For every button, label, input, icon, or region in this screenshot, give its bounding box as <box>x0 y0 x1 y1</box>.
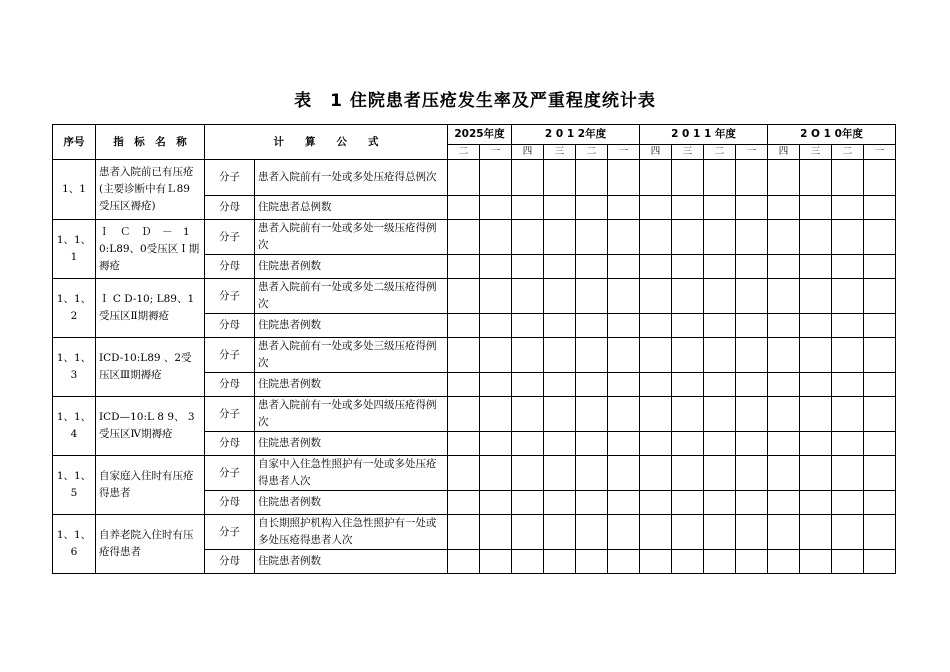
value-cell[interactable] <box>800 550 832 574</box>
value-cell[interactable] <box>704 397 736 432</box>
value-cell[interactable] <box>672 515 704 550</box>
value-cell[interactable] <box>832 338 864 373</box>
value-cell[interactable] <box>480 220 512 255</box>
value-cell[interactable] <box>672 160 704 196</box>
value-cell[interactable] <box>832 515 864 550</box>
indicator-row-numerator <box>53 515 896 550</box>
value-cell[interactable] <box>640 338 672 373</box>
value-cell[interactable] <box>608 373 640 397</box>
value-cell[interactable] <box>864 397 896 432</box>
value-cell[interactable] <box>832 373 864 397</box>
indicator-row-numerator <box>53 338 896 373</box>
value-cell[interactable] <box>704 491 736 515</box>
value-cell[interactable] <box>736 160 768 196</box>
value-cell[interactable] <box>544 255 576 279</box>
value-cell[interactable] <box>480 338 512 373</box>
statistics-table <box>52 124 896 574</box>
value-cell[interactable] <box>608 338 640 373</box>
value-cell[interactable] <box>576 432 608 456</box>
header-quarter: 一 <box>864 145 896 160</box>
value-cell[interactable] <box>864 373 896 397</box>
value-cell[interactable] <box>544 456 576 491</box>
value-cell[interactable] <box>768 491 800 515</box>
value-cell[interactable] <box>544 314 576 338</box>
header-year: 2025年度 <box>448 125 512 145</box>
value-cell[interactable] <box>512 373 544 397</box>
value-cell[interactable] <box>736 515 768 550</box>
denominator-label: 分母 <box>205 314 255 338</box>
denominator-label: 分母 <box>205 550 255 574</box>
indicator-seq: 1、1、1 <box>53 220 96 279</box>
value-cell[interactable] <box>640 314 672 338</box>
value-cell[interactable] <box>736 373 768 397</box>
value-cell[interactable] <box>448 196 480 220</box>
value-cell[interactable] <box>608 432 640 456</box>
value-cell[interactable] <box>544 373 576 397</box>
header-quarter: 一 <box>480 145 512 160</box>
value-cell[interactable] <box>864 550 896 574</box>
value-cell[interactable] <box>800 338 832 373</box>
header-quarter: 二 <box>576 145 608 160</box>
value-cell[interactable] <box>672 491 704 515</box>
indicator-name: ICD—10:L 8 9、 3受压区Ⅳ期褥疮 <box>96 397 205 456</box>
value-cell[interactable] <box>672 314 704 338</box>
numerator-label: 分子 <box>205 160 255 196</box>
value-cell[interactable] <box>448 160 480 196</box>
value-cell[interactable] <box>640 515 672 550</box>
value-cell[interactable] <box>576 515 608 550</box>
value-cell[interactable] <box>800 397 832 432</box>
value-cell[interactable] <box>640 160 672 196</box>
value-cell[interactable] <box>512 397 544 432</box>
value-cell[interactable] <box>832 491 864 515</box>
value-cell[interactable] <box>512 491 544 515</box>
indicator-name: Ｉ C D-10; L89、1受压区Ⅱ期褥疮 <box>96 279 205 338</box>
value-cell[interactable] <box>672 373 704 397</box>
value-cell[interactable] <box>800 432 832 456</box>
denominator-formula: 住院患者例数 <box>255 491 448 515</box>
value-cell[interactable] <box>640 397 672 432</box>
value-cell[interactable] <box>736 432 768 456</box>
value-cell[interactable] <box>608 456 640 491</box>
value-cell[interactable] <box>736 314 768 338</box>
indicator-name: Ｉ Ｃ Ｄ － 1 0:L89、0受压区Ｉ期褥疮 <box>96 220 205 279</box>
value-cell[interactable] <box>640 373 672 397</box>
denominator-formula: 住院患者例数 <box>255 550 448 574</box>
indicator-name: ICD-10:L89 、2受压区Ⅲ期褥疮 <box>96 338 205 397</box>
header-quarter: 四 <box>512 145 544 160</box>
header-seq: 序号 <box>53 125 96 160</box>
value-cell[interactable] <box>768 196 800 220</box>
value-cell[interactable] <box>480 160 512 196</box>
value-cell[interactable] <box>864 491 896 515</box>
value-cell[interactable] <box>832 397 864 432</box>
value-cell[interactable] <box>480 255 512 279</box>
value-cell[interactable] <box>640 196 672 220</box>
value-cell[interactable] <box>736 338 768 373</box>
value-cell[interactable] <box>736 279 768 314</box>
value-cell[interactable] <box>768 160 800 196</box>
value-cell[interactable] <box>832 160 864 196</box>
value-cell[interactable] <box>544 338 576 373</box>
value-cell[interactable] <box>448 515 480 550</box>
numerator-formula: 患者入院前有一处或多处二级压疮得例次 <box>255 279 448 314</box>
value-cell[interactable] <box>768 314 800 338</box>
value-cell[interactable] <box>576 550 608 574</box>
value-cell[interactable] <box>704 279 736 314</box>
value-cell[interactable] <box>832 456 864 491</box>
value-cell[interactable] <box>800 314 832 338</box>
indicator-row-numerator <box>53 456 896 491</box>
value-cell[interactable] <box>704 314 736 338</box>
value-cell[interactable] <box>704 456 736 491</box>
indicator-seq: 1、1、3 <box>53 338 96 397</box>
value-cell[interactable] <box>768 397 800 432</box>
value-cell[interactable] <box>736 456 768 491</box>
indicator-name: 患者入院前已有压疮(主要诊断中有Ｌ89 受压区褥疮) <box>96 160 205 220</box>
value-cell[interactable] <box>768 550 800 574</box>
value-cell[interactable] <box>864 160 896 196</box>
value-cell[interactable] <box>832 279 864 314</box>
value-cell[interactable] <box>576 314 608 338</box>
denominator-label: 分母 <box>205 255 255 279</box>
header-quarter: 一 <box>608 145 640 160</box>
header-quarter: 三 <box>544 145 576 160</box>
value-cell[interactable] <box>448 491 480 515</box>
numerator-formula: 患者入院前有一处或多处三级压疮得例次 <box>255 338 448 373</box>
value-cell[interactable] <box>832 432 864 456</box>
indicator-seq: 1、1 <box>53 160 96 220</box>
value-cell[interactable] <box>512 515 544 550</box>
header-formula: 计 算 公 式 <box>205 125 448 160</box>
value-cell[interactable] <box>832 196 864 220</box>
value-cell[interactable] <box>512 432 544 456</box>
value-cell[interactable] <box>640 456 672 491</box>
value-cell[interactable] <box>480 515 512 550</box>
header-quarter: 二 <box>704 145 736 160</box>
numerator-label: 分子 <box>205 220 255 255</box>
value-cell[interactable] <box>576 160 608 196</box>
value-cell[interactable] <box>512 314 544 338</box>
value-cell[interactable] <box>864 314 896 338</box>
value-cell[interactable] <box>640 220 672 255</box>
header-year: 2 O 1 0年度 <box>768 125 896 145</box>
header-quarter: 一 <box>736 145 768 160</box>
indicator-row-numerator <box>53 160 896 196</box>
value-cell[interactable] <box>832 314 864 338</box>
value-cell[interactable] <box>448 432 480 456</box>
value-cell[interactable] <box>512 255 544 279</box>
header-year: 2 0 1 1 年度 <box>640 125 768 145</box>
value-cell[interactable] <box>832 550 864 574</box>
value-cell[interactable] <box>736 255 768 279</box>
value-cell[interactable] <box>768 255 800 279</box>
value-cell[interactable] <box>672 255 704 279</box>
value-cell[interactable] <box>672 456 704 491</box>
numerator-formula: 自长期照护机构入住急性照护有一处或多处压疮得患者人次 <box>255 515 448 550</box>
value-cell[interactable] <box>864 338 896 373</box>
denominator-formula: 住院患者例数 <box>255 373 448 397</box>
value-cell[interactable] <box>768 456 800 491</box>
numerator-formula: 自家中入住急性照护有一处或多处压疮得患者人次 <box>255 456 448 491</box>
value-cell[interactable] <box>512 338 544 373</box>
value-cell[interactable] <box>768 279 800 314</box>
value-cell[interactable] <box>608 220 640 255</box>
numerator-formula: 患者入院前有一处或多处压疮得总例次 <box>255 160 448 196</box>
numerator-label: 分子 <box>205 279 255 314</box>
value-cell[interactable] <box>480 491 512 515</box>
value-cell[interactable] <box>672 196 704 220</box>
value-cell[interactable] <box>448 373 480 397</box>
indicator-seq: 1、1、5 <box>53 456 96 515</box>
value-cell[interactable] <box>800 160 832 196</box>
value-cell[interactable] <box>736 220 768 255</box>
denominator-label: 分母 <box>205 491 255 515</box>
value-cell[interactable] <box>512 196 544 220</box>
header-name: 指 标 名 称 <box>96 125 205 160</box>
denominator-label: 分母 <box>205 432 255 456</box>
value-cell[interactable] <box>800 255 832 279</box>
denominator-formula: 住院患者例数 <box>255 255 448 279</box>
value-cell[interactable] <box>512 220 544 255</box>
value-cell[interactable] <box>576 255 608 279</box>
value-cell[interactable] <box>448 279 480 314</box>
indicator-row-numerator <box>53 397 896 432</box>
value-cell[interactable] <box>704 515 736 550</box>
numerator-formula: 患者入院前有一处或多处一级压疮得例次 <box>255 220 448 255</box>
value-cell[interactable] <box>672 397 704 432</box>
value-cell[interactable] <box>864 515 896 550</box>
value-cell[interactable] <box>544 220 576 255</box>
value-cell[interactable] <box>448 220 480 255</box>
value-cell[interactable] <box>512 279 544 314</box>
value-cell[interactable] <box>480 456 512 491</box>
value-cell[interactable] <box>768 432 800 456</box>
value-cell[interactable] <box>800 279 832 314</box>
numerator-label: 分子 <box>205 338 255 373</box>
value-cell[interactable] <box>448 314 480 338</box>
value-cell[interactable] <box>544 491 576 515</box>
value-cell[interactable] <box>672 279 704 314</box>
value-cell[interactable] <box>576 220 608 255</box>
value-cell[interactable] <box>544 160 576 196</box>
value-cell[interactable] <box>544 432 576 456</box>
indicator-row-numerator <box>53 279 896 314</box>
header-quarter: 四 <box>640 145 672 160</box>
denominator-label: 分母 <box>205 196 255 220</box>
indicator-name: 自家庭入住时有压疮得患者 <box>96 456 205 515</box>
header-quarter: 二 <box>448 145 480 160</box>
value-cell[interactable] <box>736 196 768 220</box>
value-cell[interactable] <box>704 432 736 456</box>
value-cell[interactable] <box>768 338 800 373</box>
header-year: 2 0 1 2年度 <box>512 125 640 145</box>
value-cell[interactable] <box>640 550 672 574</box>
value-cell[interactable] <box>704 338 736 373</box>
value-cell[interactable] <box>672 220 704 255</box>
numerator-label: 分子 <box>205 456 255 491</box>
value-cell[interactable] <box>672 338 704 373</box>
value-cell[interactable] <box>704 196 736 220</box>
value-cell[interactable] <box>448 397 480 432</box>
value-cell[interactable] <box>544 397 576 432</box>
value-cell[interactable] <box>544 550 576 574</box>
value-cell[interactable] <box>800 220 832 255</box>
value-cell[interactable] <box>704 550 736 574</box>
table-title: 表 1 住院患者压疮发生率及严重程度统计表 <box>294 91 656 111</box>
value-cell[interactable] <box>800 515 832 550</box>
value-cell[interactable] <box>480 314 512 338</box>
value-cell[interactable] <box>864 220 896 255</box>
value-cell[interactable] <box>704 160 736 196</box>
value-cell[interactable] <box>736 550 768 574</box>
value-cell[interactable] <box>608 550 640 574</box>
value-cell[interactable] <box>576 491 608 515</box>
value-cell[interactable] <box>800 196 832 220</box>
value-cell[interactable] <box>608 515 640 550</box>
indicator-seq: 1、1、6 <box>53 515 96 574</box>
numerator-label: 分子 <box>205 397 255 432</box>
value-cell[interactable] <box>576 373 608 397</box>
indicator-name: 自养老院入住时有压疮得患者 <box>96 515 205 574</box>
value-cell[interactable] <box>544 196 576 220</box>
value-cell[interactable] <box>480 550 512 574</box>
value-cell[interactable] <box>864 456 896 491</box>
value-cell[interactable] <box>608 196 640 220</box>
value-cell[interactable] <box>672 550 704 574</box>
value-cell[interactable] <box>800 373 832 397</box>
value-cell[interactable] <box>864 255 896 279</box>
value-cell[interactable] <box>608 279 640 314</box>
value-cell[interactable] <box>448 338 480 373</box>
value-cell[interactable] <box>864 196 896 220</box>
value-cell[interactable] <box>448 456 480 491</box>
value-cell[interactable] <box>480 196 512 220</box>
denominator-formula: 住院患者例数 <box>255 314 448 338</box>
denominator-formula: 住院患者总例数 <box>255 196 448 220</box>
value-cell[interactable] <box>800 491 832 515</box>
denominator-formula: 住院患者例数 <box>255 432 448 456</box>
indicator-seq: 1、1、4 <box>53 397 96 456</box>
value-cell[interactable] <box>608 314 640 338</box>
value-cell[interactable] <box>864 279 896 314</box>
value-cell[interactable] <box>448 550 480 574</box>
value-cell[interactable] <box>608 255 640 279</box>
value-cell[interactable] <box>608 397 640 432</box>
value-cell[interactable] <box>448 255 480 279</box>
value-cell[interactable] <box>832 220 864 255</box>
value-cell[interactable] <box>736 491 768 515</box>
value-cell[interactable] <box>480 373 512 397</box>
numerator-formula: 患者入院前有一处或多处四级压疮得例次 <box>255 397 448 432</box>
value-cell[interactable] <box>480 279 512 314</box>
denominator-label: 分母 <box>205 373 255 397</box>
header-row-years <box>53 125 896 145</box>
value-cell[interactable] <box>864 432 896 456</box>
value-cell[interactable] <box>608 160 640 196</box>
value-cell[interactable] <box>480 397 512 432</box>
value-cell[interactable] <box>640 279 672 314</box>
header-quarter: 三 <box>800 145 832 160</box>
value-cell[interactable] <box>640 432 672 456</box>
value-cell[interactable] <box>544 515 576 550</box>
value-cell[interactable] <box>512 550 544 574</box>
value-cell[interactable] <box>704 220 736 255</box>
value-cell[interactable] <box>576 456 608 491</box>
value-cell[interactable] <box>768 515 800 550</box>
header-quarter: 三 <box>672 145 704 160</box>
value-cell[interactable] <box>704 255 736 279</box>
value-cell[interactable] <box>576 196 608 220</box>
numerator-label: 分子 <box>205 515 255 550</box>
value-cell[interactable] <box>768 373 800 397</box>
value-cell[interactable] <box>672 432 704 456</box>
value-cell[interactable] <box>480 432 512 456</box>
indicator-row-numerator <box>53 220 896 255</box>
value-cell[interactable] <box>576 279 608 314</box>
value-cell[interactable] <box>544 279 576 314</box>
value-cell[interactable] <box>768 220 800 255</box>
value-cell[interactable] <box>640 491 672 515</box>
value-cell[interactable] <box>736 397 768 432</box>
value-cell[interactable] <box>512 456 544 491</box>
value-cell[interactable] <box>640 255 672 279</box>
value-cell[interactable] <box>608 491 640 515</box>
value-cell[interactable] <box>512 160 544 196</box>
value-cell[interactable] <box>576 338 608 373</box>
value-cell[interactable] <box>832 255 864 279</box>
value-cell[interactable] <box>576 397 608 432</box>
indicator-seq: 1、1、2 <box>53 279 96 338</box>
header-quarter: 四 <box>768 145 800 160</box>
value-cell[interactable] <box>800 456 832 491</box>
value-cell[interactable] <box>704 373 736 397</box>
header-quarter: 二 <box>832 145 864 160</box>
